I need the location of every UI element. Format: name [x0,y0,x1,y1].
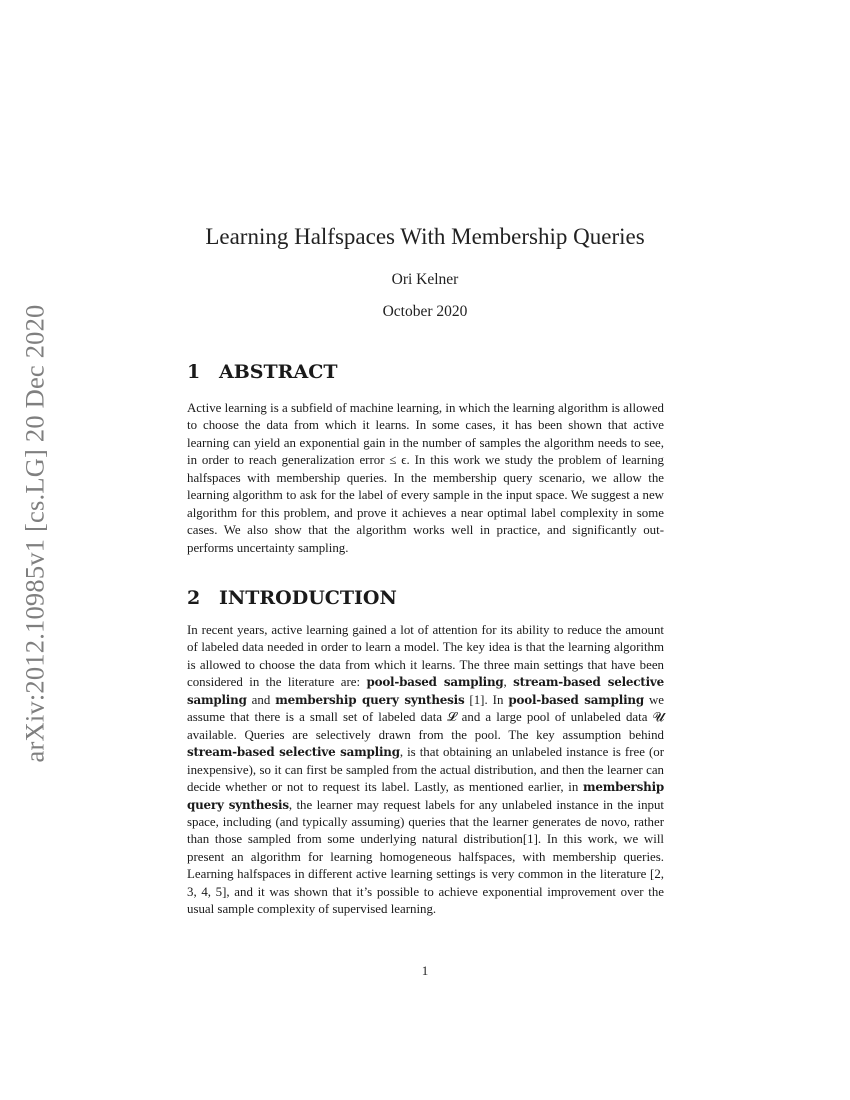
section-title: ABSTRACT [219,361,338,383]
intro-text: [1]. In [464,692,509,707]
publication-date: October 2020 [382,303,468,320]
section-heading-abstract [187,361,687,383]
section-title: INTRODUCTION [219,587,397,609]
page-number: 1 [421,963,429,978]
intro-text: , [503,675,514,690]
author-name: Ori Kelner [391,271,459,288]
intro-text: , the learner may request labels for any unlabeled instance in the input space, including (and typically assuming) queries that the learner generates de novo, rather than those sampled from some underlying natural distribution[1]. In this work, we will present an algorithm for learning homogeneous halfspaces, with membership queries. Learning halfspaces in different active learning settings is very common in the literature [2, 3, 4, 5], and it was shown that it’s possible to achieve exponential improvement over the usual sample complexity of supervised learning. [187,797,664,917]
introduction-paragraph [187,622,664,919]
paper-title: Learning Halfspaces With Membership Queries [205,224,645,249]
abstract-paragraph: Active learning is a subfield of machine learning, in which the learning algorithm is allowed to choose the data from which it learns. In some cases, it has been shown that active learning can yield an exponential gain in the number of samples the algorithm needs to see, in order to reach generalization error ≤ ϵ. In this work we study the problem of learning halfspaces with membership queries. In the membership query scenario, we allow the learning algorithm to ask for the label of every sample in the input space. We suggest a new algorithm for this problem, and prove it achieves a near optimal label complexity in some cases. We also show that the algorithm works well in practice, and significantly out-performs uncertainty sampling. [187,401,664,555]
section-number: 2 [187,587,201,609]
term-stream-based-selective-sampling: stream-based selective sampling [187,675,664,707]
term-pool-based-sampling: pool-based sampling [508,692,644,707]
term-pool-based-sampling: pool-based sampling [366,675,504,690]
arxiv-identifier-text: arXiv:2012.10985v1 [cs.LG] 20 Dec 2020 [19,303,50,763]
term-membership-query-synthesis: membership query synthesis [187,780,664,812]
section-number: 1 [187,361,201,383]
intro-text: and [246,692,276,707]
term-membership-query-synthesis: membership query synthesis [275,692,465,707]
section-heading-introduction [187,587,687,609]
arxiv-identifier [13,292,57,774]
intro-text: In recent years, active learning gained a lot of attention for its ability to reduce the amount of labeled data needed in order to learn a model. The key idea is that the learning algorithm is allowed to choose the data from which it learns. The three main settings that have been considered in the literature are: [187,623,664,690]
intro-text: we assume that there is a small set of labeled data 𝓛 and a large pool of unlabeled data 𝓤 available. Queries are selectively drawn from the pool. The key assumption behind [187,692,664,742]
term-stream-based-selective-sampling: stream-based selective sampling [187,745,400,760]
intro-text: , is that obtaining an unlabeled instance is free (or inexpensive), so it can first be sampled from the actual distribution, and then the learner can decide whether or not to request its label. Lastly, as mentioned earlier, in [187,745,665,795]
